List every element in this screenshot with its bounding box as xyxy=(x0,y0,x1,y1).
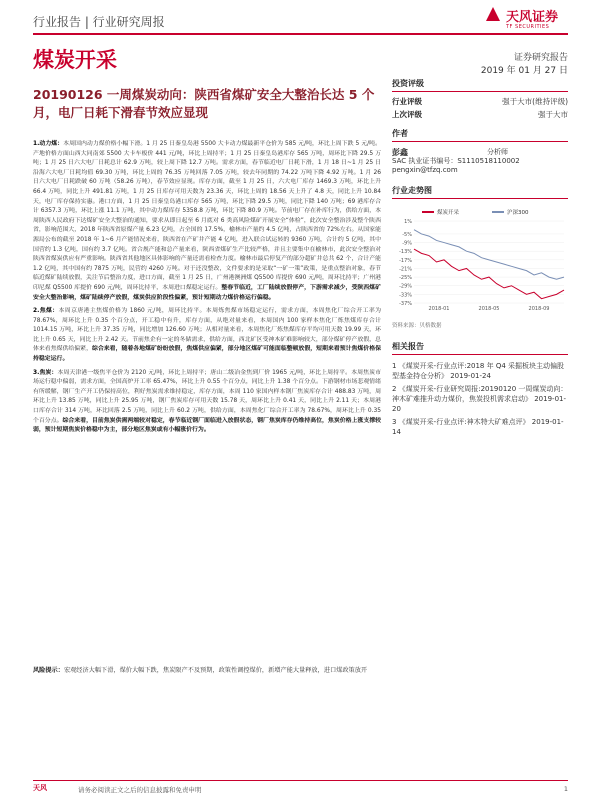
header-category: 行业报告 | 行业研究周报 xyxy=(33,15,165,29)
related-list xyxy=(392,361,568,437)
author-heading: 作者 xyxy=(392,128,568,142)
analyst-block xyxy=(392,148,568,175)
analyst-email[interactable]: pengxin@tfzq.com xyxy=(392,166,458,174)
related-item[interactable]: 3 《煤炭开采-行业点评:神木特大矿难点评》 2019-01-14 xyxy=(392,418,564,436)
y-tick-label: 1% xyxy=(404,219,412,225)
x-tick-label: 2018-09 xyxy=(528,306,550,312)
logo-mark-icon xyxy=(486,7,500,21)
sidebar xyxy=(392,78,568,440)
section-thermal-coal: 1.动力煤：本周国内动力煤价格小幅下滑。1 月 25 日秦皇岛港 5500 大卡动力煤最新平仓价为 585 元/吨，环比上周下跌 5 元/吨。产地价格方面山西大同南郊 5500 大卡车板价 441 元/吨，环比上周持平；1 月 25 日秦皇岛港库存 565 万吨，周环比下降 29.5 万吨；1 月 25 日六大电厂日耗总计 62.9 万吨，较上周下降 12.7 万吨。需求方面，春节临近电厂日耗下滑，1 月 18 日~1 月 25 日沿海六大电厂日耗均值 69.30 万吨，环比上周的 76.35 万吨回落 7.05 万吨，较去年同期的 74.22 万吨下降 4.92 万吨。1 月 26 日六大电厂日耗跌破 60 万吨（58.26 万吨），春节效应显现。库存方面，截至 1 月 25 日，六大电厂库存 1469.3 万吨，环比上升 66.4 万吨，同比上升 491.81 万吨，1 月 25 日库存可用天数为 23.36 天，环比上周的 18.56 天上升了 4.8 天，同比上升 10.84 天，电厂库存保持实惠。港口方面，1 月 25 日秦皇岛港口库存 565 万吨，环比下降 29.5 万吨，同比下降 140 万吨；69 港库存合计 6357.3 万吨，环比上涨 11.1 万吨，其中动力煤库存 5358.8 万吨，环比下降 80.9 万吨。节前电厂存在补库行为，供给方面，本周陕西人民政府下达煤矿安全大整治的通知，要求从即日起至 6 月底对 6 类高风险煤矿开展安全“体检”，此次安全整治涉及整个陕西省，影响范围大，2018 年陕西省原煤产量 6.23 亿吨，占全国的 17.5%，榆林市产量约 4.5 亿吨，占陕西省的 72%左右。从国家能源局公布的截至 2018 年 1~6 月产能情况来看，陕西省在产矿井产能 4 亿吨，进入联合试运转的 9360 万吨，合计约 5 亿吨，其中国营约 1.3 亿吨，国有约 3.7 亿吨。省合规产能和总产量来看，陕西省煤矿生产比较严格，并且主要集中在榆林市，此次安全整治对陕西省煤炭供应有严重影响。陕西省其他地区具体影响的产量还需看检查力度。榆林市最后停复产的部分超矿井总共 62 个，合计产能 1.2 亿吨，其中国有约 7875 万吨，民营约 4260 万吨。对于还没整改，文件要求的是采取“一矿一策”政策，是重点整治对象，春节临近煤矿陆续放假，关注节后整治力度，进口方面，截至 1 月 25 日，广州港澳洲煤 Q5500 库提价 690 元/吨，周环比持平；广州港印尼煤 Q5500 库提价 690 元/吨，周环比持平，本周进口煤稳定运行。整春节临近，工厂陆续放假停产，下游需求减少，受陕西煤矿安全大整治影响，煤矿陆续停产放假，煤炭供应阶段性偏紧，预计短期动力煤价格运行偏稳。 xyxy=(33,141,381,301)
trend-heading: 行业走势图 xyxy=(392,185,568,199)
report-type: 证券研究报告 xyxy=(513,53,568,63)
sector-title: 煤炭开采 xyxy=(33,48,117,72)
section-coking-coal: 2.焦煤：本周京唐港主焦煤价格为 1860 元/吨，周环比持平。本周炼焦煤市场稳定运行，需求方面，本周焦化厂综合开工率为 78.67%，周环比上升 0.35 个百分点，开工稳中有升，库存方面，从绝对量来看，本周国内 100 家样本焦化厂炼焦煤库存合计 1014.15 万吨，环比上升 37.35 万吨，同比增加 126.60 万吨；从相对量来看，本周焦化厂炼焦煤库存平均可用天数 19.99 天，环比上升 0.65 天，同比上升 2.42 天。节前焦企有一定的冬储需求，供给方面，西北矿区受神木矿难影响较大，部分煤矿停产放假，总体来看焦煤供给偏紧，综合来看，随着各地煤矿纷纷放假，焦煤供应偏紧，部分地区煤矿可能面临整顿放假，短期来看预计焦煤价格保持稳定运行。 xyxy=(33,308,381,363)
analyst-name: 彭鑫 xyxy=(392,148,408,157)
risk-warning: 风险提示：宏观经济大幅下滑，煤价大幅下跌，焦炭限产不及预期，政策性调控煤价，新增产能大量释放，进口煤政策放开 xyxy=(33,667,368,674)
logo-en: TF SECURITIES xyxy=(506,24,550,30)
related-item[interactable]: 1 《煤炭开采-行业点评:2018 年 Q4 采掘板块主动偏股型基金持仓分析》 2019-01-24 xyxy=(392,362,565,380)
report-date: 2019 年 01 月 27 日 xyxy=(480,66,568,76)
trend-chart xyxy=(392,207,568,319)
footer-disclaimer: 请务必阅读正文之后的信息披露和免责申明 xyxy=(78,786,202,794)
y-tick-label: -29% xyxy=(399,283,412,290)
y-tick-label: -9% xyxy=(402,240,412,247)
related-item[interactable]: 2 《煤炭开采-行业研究周报:20190120 一周煤炭动向：神木矿难推升动力煤价，焦炭投机需求启动》 2019-01-20 xyxy=(392,385,568,413)
footer-divider xyxy=(33,780,568,781)
chart-source: 资料来源：贝格数据 xyxy=(392,323,442,329)
company-logo xyxy=(506,6,568,30)
x-tick-label: 2018-05 xyxy=(478,306,500,312)
sac-number: SAC 执业证书编号：S1110518110002 xyxy=(392,157,520,165)
page-number: 1 xyxy=(563,785,568,793)
trend-chart-svg xyxy=(392,207,568,317)
y-tick-label: -21% xyxy=(399,266,412,273)
y-tick-label: -17% xyxy=(399,257,412,264)
prev-rating-row: 上次评级 强于大市 xyxy=(392,110,568,119)
analyst-role: 分析师 xyxy=(487,148,508,156)
rating-row: 行业评级 强于大市(维持评级) xyxy=(392,97,568,106)
report-body xyxy=(33,140,381,440)
section-coke: 3.焦炭：本周天津港一级焦平仓价为 2120 元/吨，环比上周持平；唐山二级冶金焦到厂价 1965 元/吨，环比上周持平。本周焦炭市场运行稳中偏弱，需求方面，全国高炉开工率 65.47%，环比上升 0.55 个百分点，同比上升 1.38 个百分点。下游钢材市场悲观情绪有所缓解，钢厂生产开工仍保持高位，利好焦炭需求维持稳定，库存方面，本周 110 家国内样本钢厂焦炭库存合计 488.83 万吨，周环比上升 13.85 万吨，同比上升 25.95 万吨，钢厂焦炭库存可用天数 15.78 天，周环比上升 0.41 天，同比上升 2.11 天；本周港口库存合计 314 万吨，环比回落 2.5 万吨，同比上升 60.2 万吨，供给方面，本周焦化厂综合开工率为 78.67%，周环比上升 0.35 个百分点。综合来看，目前焦炭供需两端较对稳定，春节临近钢厂面临进入放假状态，钢厂焦炭库存仍维持高位，焦炭价格上涨支撑较弱，预计短期焦炭价格稳中为主，部分地区焦炭或有小幅涨价行为。 xyxy=(33,369,382,434)
report-title: 20190126 一周煤炭动向：陕西省煤矿安全大整治长达 5 个月，电厂日耗下滑春节效应显现 xyxy=(33,87,375,120)
rating-heading: 投资评级 xyxy=(392,78,568,92)
series-line xyxy=(414,249,564,299)
logo-cn: 天风证券 xyxy=(506,10,559,25)
series-line xyxy=(414,230,564,280)
legend-label: 沪深300 xyxy=(507,210,529,216)
header-divider xyxy=(33,33,568,35)
legend-label: 煤炭开采 xyxy=(437,210,460,216)
y-tick-label: -5% xyxy=(402,231,412,238)
related-heading: 相关报告 xyxy=(392,341,568,355)
footer-logo: 天风 xyxy=(33,784,47,792)
y-tick-label: -37% xyxy=(399,301,412,307)
x-tick-label: 2018-01 xyxy=(428,306,450,312)
y-tick-label: -33% xyxy=(399,292,412,299)
y-tick-label: -25% xyxy=(399,275,412,282)
y-tick-label: -13% xyxy=(399,249,412,256)
